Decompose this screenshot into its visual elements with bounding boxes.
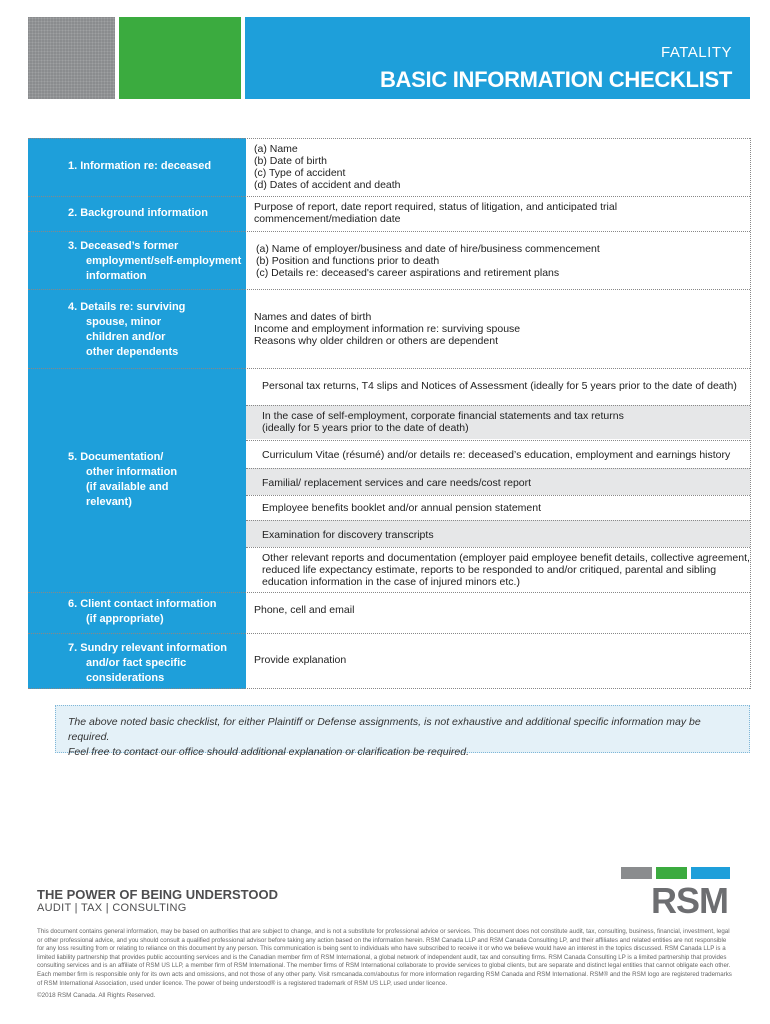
row-4-line: Names and dates of birth	[254, 311, 372, 323]
doc-item-line: In the case of self-employment, corporate financial statements and tax returns	[262, 410, 624, 422]
rsm-logo: RSM	[651, 880, 728, 921]
row-divider	[246, 440, 750, 441]
doc-item	[262, 410, 624, 434]
row-5-label-line: (if available and	[86, 481, 169, 493]
header-gray-block	[28, 17, 115, 99]
row-7-label	[68, 641, 227, 686]
row-4-label-line: spouse, minor	[86, 316, 162, 328]
row-5-label	[68, 450, 177, 510]
row-4-label	[68, 300, 185, 360]
row-divider	[28, 138, 750, 139]
row-7-content: Provide explanation	[254, 654, 347, 666]
row-4-label-line: other dependents	[86, 346, 179, 358]
doc-item-line: Other relevant reports and documentation (employer paid employee benefit details, collective agreement,	[262, 552, 750, 564]
row-1-line: (c) Type of accident	[254, 167, 346, 179]
row-2-label: 2. Background information	[68, 207, 208, 219]
row-4-label-line: children and/or	[86, 331, 166, 343]
row-divider	[28, 592, 750, 593]
row-3-line: (c) Details re: deceased's career aspirations and retirement plans	[256, 267, 560, 279]
row-4-content	[254, 311, 520, 347]
copyright: ©2018 RSM Canada. All Rights Reserved.	[37, 992, 156, 999]
header-green-block	[119, 17, 241, 99]
note-text	[68, 715, 738, 760]
row-3-label-line: information	[86, 270, 147, 282]
tagline: THE POWER OF BEING UNDERSTOOD	[37, 887, 278, 902]
doc-item: Personal tax returns, T4 slips and Notices of Assessment (ideally for 5 years prior to the date of death)	[262, 380, 737, 392]
row-3-label-line: 3. Deceased’s former	[68, 240, 179, 252]
row-1-line: (d) Dates of accident and death	[254, 179, 401, 191]
row-2-content	[254, 201, 617, 225]
row-divider	[28, 633, 750, 634]
row-divider	[246, 520, 750, 521]
row-4-line: Reasons why older children or others are dependent	[254, 335, 498, 347]
row-7-label-line: and/or fact specific	[86, 657, 187, 669]
row-3-line: (b) Position and functions prior to death	[256, 255, 440, 267]
row-4-line: Income and employment information re: surviving spouse	[254, 323, 521, 335]
doc-item: Examination for discovery transcripts	[262, 529, 434, 541]
row-5-label-line: relevant)	[86, 496, 132, 508]
row-1-label: 1. Information re: deceased	[68, 160, 212, 172]
note-line: Feel free to contact our office should additional explanation or clarification be required.	[68, 746, 469, 758]
table-border	[750, 138, 751, 689]
disclaimer: This document contains general information, may be based on authorities that are subject to change, and is not a substitute for professional advice or services. This document does not constitute audit, tax, consulting, business, financial, investment, legal or other professional advice, and you should consult a qualified professional advisor before taking any action based on the information herein. RSM Canada LLP and RSM Canada Consulting LP, and their affiliates and related entities are not responsible for any loss resulting from or relating to reliance on this document by any person. This communication is being sent to individuals who have subscribed to receive it or who we believe would have an interest in the topics discussed. RSM Canada LLP is a limited liability partnership that provides public accounting services and is the Canadian member firm of RSM International, a global network of independent audit, tax and consulting firms. RSM Canada Consulting LP is a limited partnership that provides consulting services and is an affiliate of RSM US LLP, a member firm of RSM International. The member firms of RSM International collaborate to provide services to global clients, but are separate and distinct legal entities that cannot obligate each other. Each member firm is responsible only for its own acts and omissions, and not those of any other party. Visit rsmcanada.com/aboutus for more information regarding RSM Canada and RSM International. RSM® and the RSM logo are registered trademarks of RSM International Association, used under licence. The power of being understood® is a registered trademark of RSM US LLP, used under licence.	[37, 928, 732, 987]
row-7-label-line: 7. Sundry relevant information	[68, 642, 227, 654]
services-line: AUDIT | TAX | CONSULTING	[37, 902, 187, 914]
note-box	[55, 705, 750, 758]
row-divider	[246, 405, 750, 406]
row-4-label-line: 4. Details re: surviving	[68, 301, 186, 313]
row-1-line: (b) Date of birth	[254, 155, 327, 167]
doc-item-line: reduced life expectancy estimate, reports to be responded to and/or critiqued, parental and sibling	[262, 564, 717, 576]
doc-item-line: education information in the case of injured minors etc.)	[262, 576, 520, 588]
note-line: The above noted basic checklist, for either Plaintiff or Defense assignments, is not exhaustive and additional specific information may be required.	[68, 716, 701, 743]
row-divider	[28, 196, 750, 197]
row-divider	[246, 547, 750, 548]
logo-blue-square	[691, 867, 730, 879]
logo-gray-square	[621, 867, 652, 879]
row-3-content	[256, 243, 600, 279]
row-1-line: (a) Name	[254, 143, 298, 155]
row-divider	[246, 495, 750, 496]
row-6-label-line: 6. Client contact information	[68, 598, 217, 610]
row-2-line: Purpose of report, date report required, status of litigation, and anticipated trial	[254, 201, 618, 213]
header-kicker: FATALITY	[661, 44, 732, 61]
row-divider	[28, 289, 750, 290]
row-7-label-line: considerations	[86, 672, 165, 684]
row-1-content	[254, 143, 401, 191]
row-divider	[246, 468, 750, 469]
row-3-line: (a) Name of employer/business and date of hire/business commencement	[256, 243, 600, 255]
row-divider	[28, 231, 750, 232]
doc-item: Employee benefits booklet and/or annual pension statement	[262, 502, 542, 514]
row-6-label-line: (if appropriate)	[86, 613, 164, 625]
doc-item: Familial/ replacement services and care needs/cost report	[262, 477, 532, 489]
row-5-label-line: 5. Documentation/	[68, 451, 164, 463]
row-6-content: Phone, cell and email	[254, 604, 355, 616]
row-divider	[28, 368, 750, 369]
logo-green-square	[656, 867, 687, 879]
row-5-label-line: other information	[86, 466, 178, 478]
row-3-label-line: employment/self-employment	[86, 255, 242, 267]
doc-item-line: (ideally for 5 years prior to the date of death)	[262, 422, 469, 434]
doc-item	[262, 552, 750, 588]
page-title: BASIC INFORMATION CHECKLIST	[379, 67, 732, 92]
row-2-line: commencement/mediation date	[254, 213, 401, 225]
row-divider	[28, 688, 750, 689]
row-3-label	[68, 239, 241, 284]
doc-item: Curriculum Vitae (résumé) and/or details re: deceased’s education, employment and earnings history	[262, 449, 731, 461]
row-6-label	[68, 597, 217, 627]
